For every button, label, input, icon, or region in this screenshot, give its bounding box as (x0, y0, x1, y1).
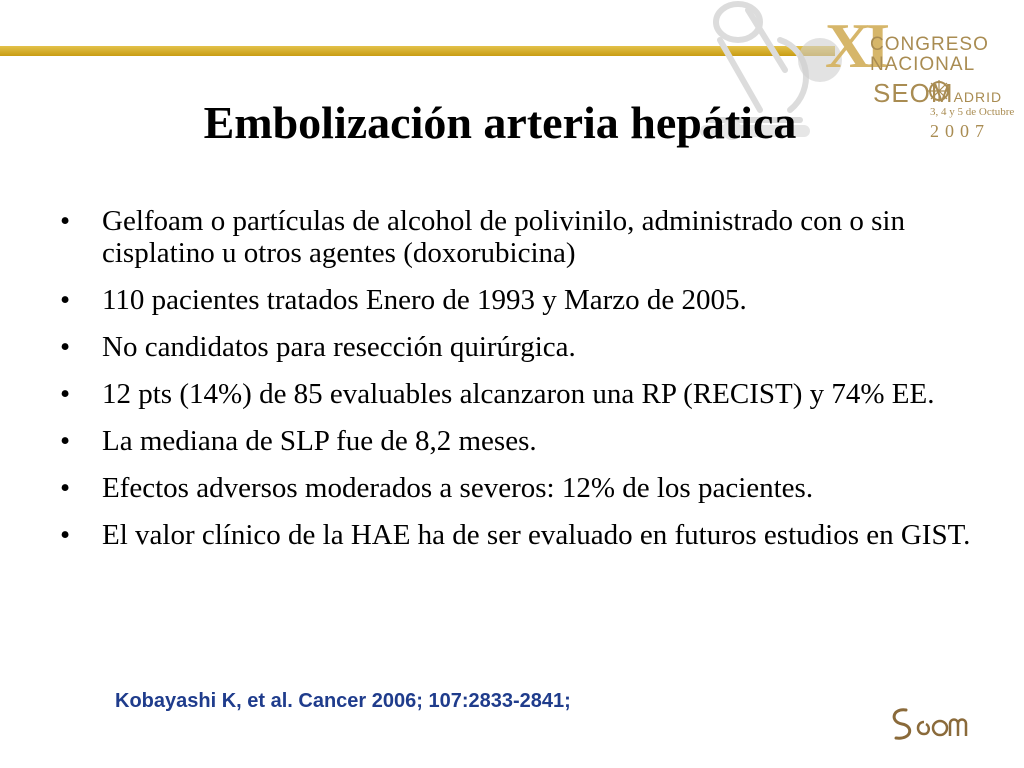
bullet-item (55, 331, 975, 363)
bullet-text: 12 pts (14%) de 85 evaluables alcanzaron una RP (RECIST) y 74% EE. (102, 378, 935, 410)
logo-nacional: NACIONAL (870, 54, 976, 75)
bullet-marker: • (60, 425, 71, 457)
bullet-text: No candidatos para resección quirúrgica. (102, 331, 576, 363)
bullet-marker: • (60, 378, 71, 410)
logo-congreso: CONGRESO (870, 34, 989, 55)
bullet-text: La mediana de SLP fue de 8,2 meses. (102, 425, 537, 457)
bullet-text: 110 pacientes tratados Enero de 1993 y Marzo de 2005. (102, 284, 747, 316)
logo-madrid-text: ADRID (953, 89, 1003, 105)
bullet-marker: • (60, 205, 71, 237)
seom-logo-icon (884, 700, 976, 748)
slide-title: Embolización arteria hepática (203, 97, 797, 148)
bullet-text: Efectos adversos moderados a severos: 12% de los pacientes. (102, 472, 814, 504)
logo-seom-text: SEOM (873, 78, 954, 108)
bullet-item (55, 472, 975, 504)
bullet-item (55, 425, 975, 457)
bullet-marker: • (60, 284, 71, 316)
logo-roman-numeral: XI (825, 10, 885, 81)
bullet-text: El valor clínico de la HAE ha de ser evaluado en futuros estudios en GIST. (102, 519, 971, 551)
bullet-marker: • (60, 331, 71, 363)
logo-dates: 3, 4 y 5 de Octubre (930, 106, 1015, 118)
logo-year: 2007 (930, 121, 990, 141)
citation: Kobayashi K, et al. Cancer 2006; 107:2833-2841; (115, 690, 571, 712)
bullet-list (55, 205, 975, 566)
bullet-item (55, 205, 975, 269)
bullet-text: Gelfoam o partículas de alcohol de polivinilo, administrado con o sin cisplatino u otros agentes (doxorubicina) (102, 205, 905, 269)
bullet-item (55, 519, 975, 551)
bullet-marker: • (60, 519, 71, 551)
bullet-item (55, 284, 975, 316)
bullet-item (55, 378, 975, 410)
bullet-marker: • (60, 472, 71, 504)
